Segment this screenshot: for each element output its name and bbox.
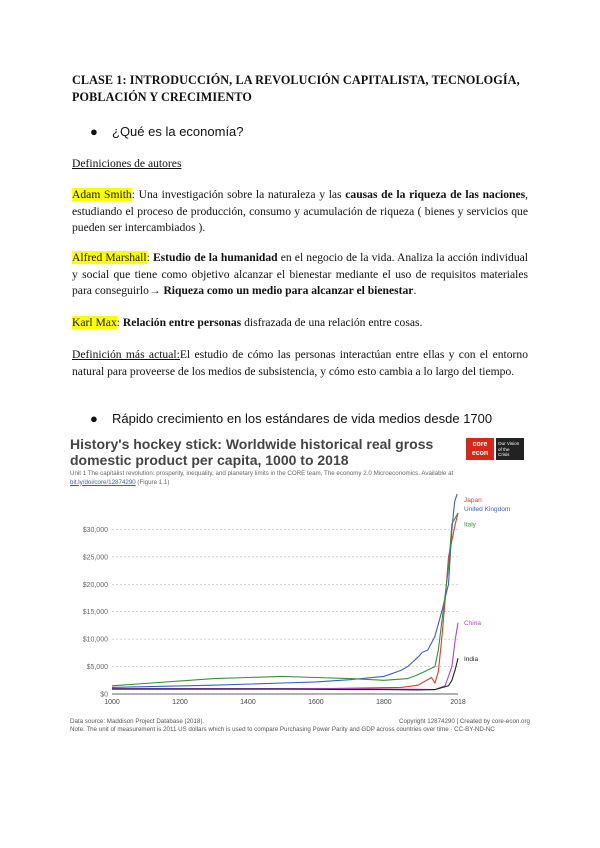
definition-marshall bbox=[72, 250, 528, 300]
gdp-line-chart bbox=[68, 494, 530, 716]
definition-smith bbox=[72, 187, 528, 237]
series-line-united-kingdom bbox=[112, 494, 458, 687]
bullet-text: ¿Qué es la economía? bbox=[112, 124, 244, 139]
logo-top: core bbox=[472, 441, 488, 448]
x-tick-label: 1400 bbox=[240, 699, 256, 706]
figure-title: History's hockey stick: Worldwide historical real gross domestic product per capita, 1000 to 2018 bbox=[70, 436, 434, 468]
marshall-bold-1: Estudio de la humanidad bbox=[152, 251, 278, 264]
separator: : bbox=[116, 316, 123, 329]
marshall-text-2: . bbox=[413, 284, 417, 297]
figure-source: Data source: Maddison Project Database (2018). bbox=[70, 718, 205, 725]
smith-text-1: Una investigación sobre la naturaleza y las bbox=[138, 188, 346, 201]
bullet-living-standards bbox=[90, 411, 492, 426]
figure-subtitle bbox=[70, 470, 470, 487]
current-definition-text: El estudio de cómo las personas interactúan entre ellas y con el entorno natural para proveerse de los medios de subsistencia, y cómo esto cambia a lo largo del tiempo. bbox=[72, 348, 528, 378]
series-line-india bbox=[112, 658, 458, 690]
definition-marx bbox=[72, 315, 528, 332]
x-tick-label: 1800 bbox=[376, 699, 392, 706]
core-econ-logo bbox=[466, 438, 524, 460]
series-label: Italy bbox=[464, 521, 476, 529]
x-tick-label: 2018 bbox=[450, 699, 466, 706]
y-tick-label: $10,000 bbox=[82, 636, 108, 644]
separator: : bbox=[146, 251, 153, 264]
figure-subtitle-ref: (Figure 1.1) bbox=[135, 478, 170, 486]
figure-copyright: Copyright 12874290 | Created by core-econ.org bbox=[399, 718, 530, 725]
y-tick-label: $5,000 bbox=[86, 664, 108, 672]
series-line-japan bbox=[112, 513, 458, 689]
figure-subtitle-link[interactable]: bit.ly/doi/core/12874290 bbox=[70, 478, 136, 486]
separator: : bbox=[131, 188, 139, 201]
marx-bold-1: Relación entre personas bbox=[122, 316, 242, 329]
y-tick-label: $25,000 bbox=[82, 554, 108, 562]
figure-subtitle-text: Unit 1 The capitalist revolution: prosperity, inequality, and planetary limits in the CORE team, The economy 2.0 Microeconomics. Available at bbox=[70, 470, 454, 477]
series-label: Japan bbox=[464, 496, 482, 504]
author-name-marshall: Alfred Marshall bbox=[72, 251, 147, 264]
series-label: United Kingdom bbox=[464, 506, 511, 514]
page-title: CLASE 1: INTRODUCCIÓN, LA REVOLUCIÓN CAPITALISTA, TECNOLOGÍA, POBLACIÓN Y CRECIMIENTO bbox=[72, 73, 520, 104]
x-tick-label: 1600 bbox=[308, 699, 324, 706]
y-tick-label: $30,000 bbox=[82, 526, 108, 534]
figure-note: Note: The unit of measurement is 2011 US dollars which is used to compare Purchasing Power Parity and GDP across countries over time · CC-BY-ND-NC bbox=[70, 725, 495, 733]
author-name-marx: Karl Max bbox=[72, 316, 117, 329]
author-name-smith: Adam Smith bbox=[72, 188, 132, 201]
smith-text-2: , estudiando el proceso de producción, consumo y acumulación de riqueza ( bienes y servicios que pueden ser intercambiados ). bbox=[72, 188, 529, 234]
y-tick-label: $15,000 bbox=[82, 609, 108, 617]
y-tick-label: $20,000 bbox=[82, 581, 108, 589]
figure-footer bbox=[70, 718, 530, 734]
bullet-what-is-economy bbox=[90, 124, 244, 139]
marshall-bold-2: Riqueza como un medio para alcanzar el bienestar bbox=[163, 284, 414, 297]
x-tick-label: 1000 bbox=[104, 699, 120, 706]
smith-bold-1: causas de la riqueza de las naciones bbox=[345, 188, 526, 201]
marx-text-1: disfrazada de una relación entre cosas. bbox=[241, 316, 423, 329]
definition-current bbox=[72, 347, 528, 380]
bullet-dot: ● bbox=[90, 411, 98, 426]
bullet-dot: ● bbox=[90, 124, 98, 139]
y-tick-label: $0 bbox=[100, 691, 108, 699]
series-line-china bbox=[112, 623, 458, 690]
current-definition-label: Definición más actual: bbox=[72, 348, 180, 361]
x-tick-label: 1200 bbox=[172, 699, 188, 706]
definitions-heading bbox=[72, 156, 528, 173]
series-label: India bbox=[464, 655, 479, 663]
series-label: China bbox=[464, 620, 481, 628]
core-econ-logo-mark bbox=[466, 438, 494, 460]
hockey-stick-figure bbox=[68, 434, 530, 746]
core-econ-logo-tagline: Our Vision of the Crisis bbox=[496, 438, 524, 460]
series-line-italy bbox=[112, 513, 458, 686]
bullet-text: Rápido crecimiento en los estándares de vida medios desde 1700 bbox=[112, 411, 493, 426]
definitions-heading-text: Definiciones de autores bbox=[72, 157, 182, 170]
logo-bottom: econ bbox=[471, 450, 489, 457]
marshall-text-1: en el negocio de la vida. Analiza la acción individual y social que tiene como objetivo alcanzar el bienestar mediante el uso de requisitos materiales para conseguirlo→ bbox=[72, 251, 528, 297]
